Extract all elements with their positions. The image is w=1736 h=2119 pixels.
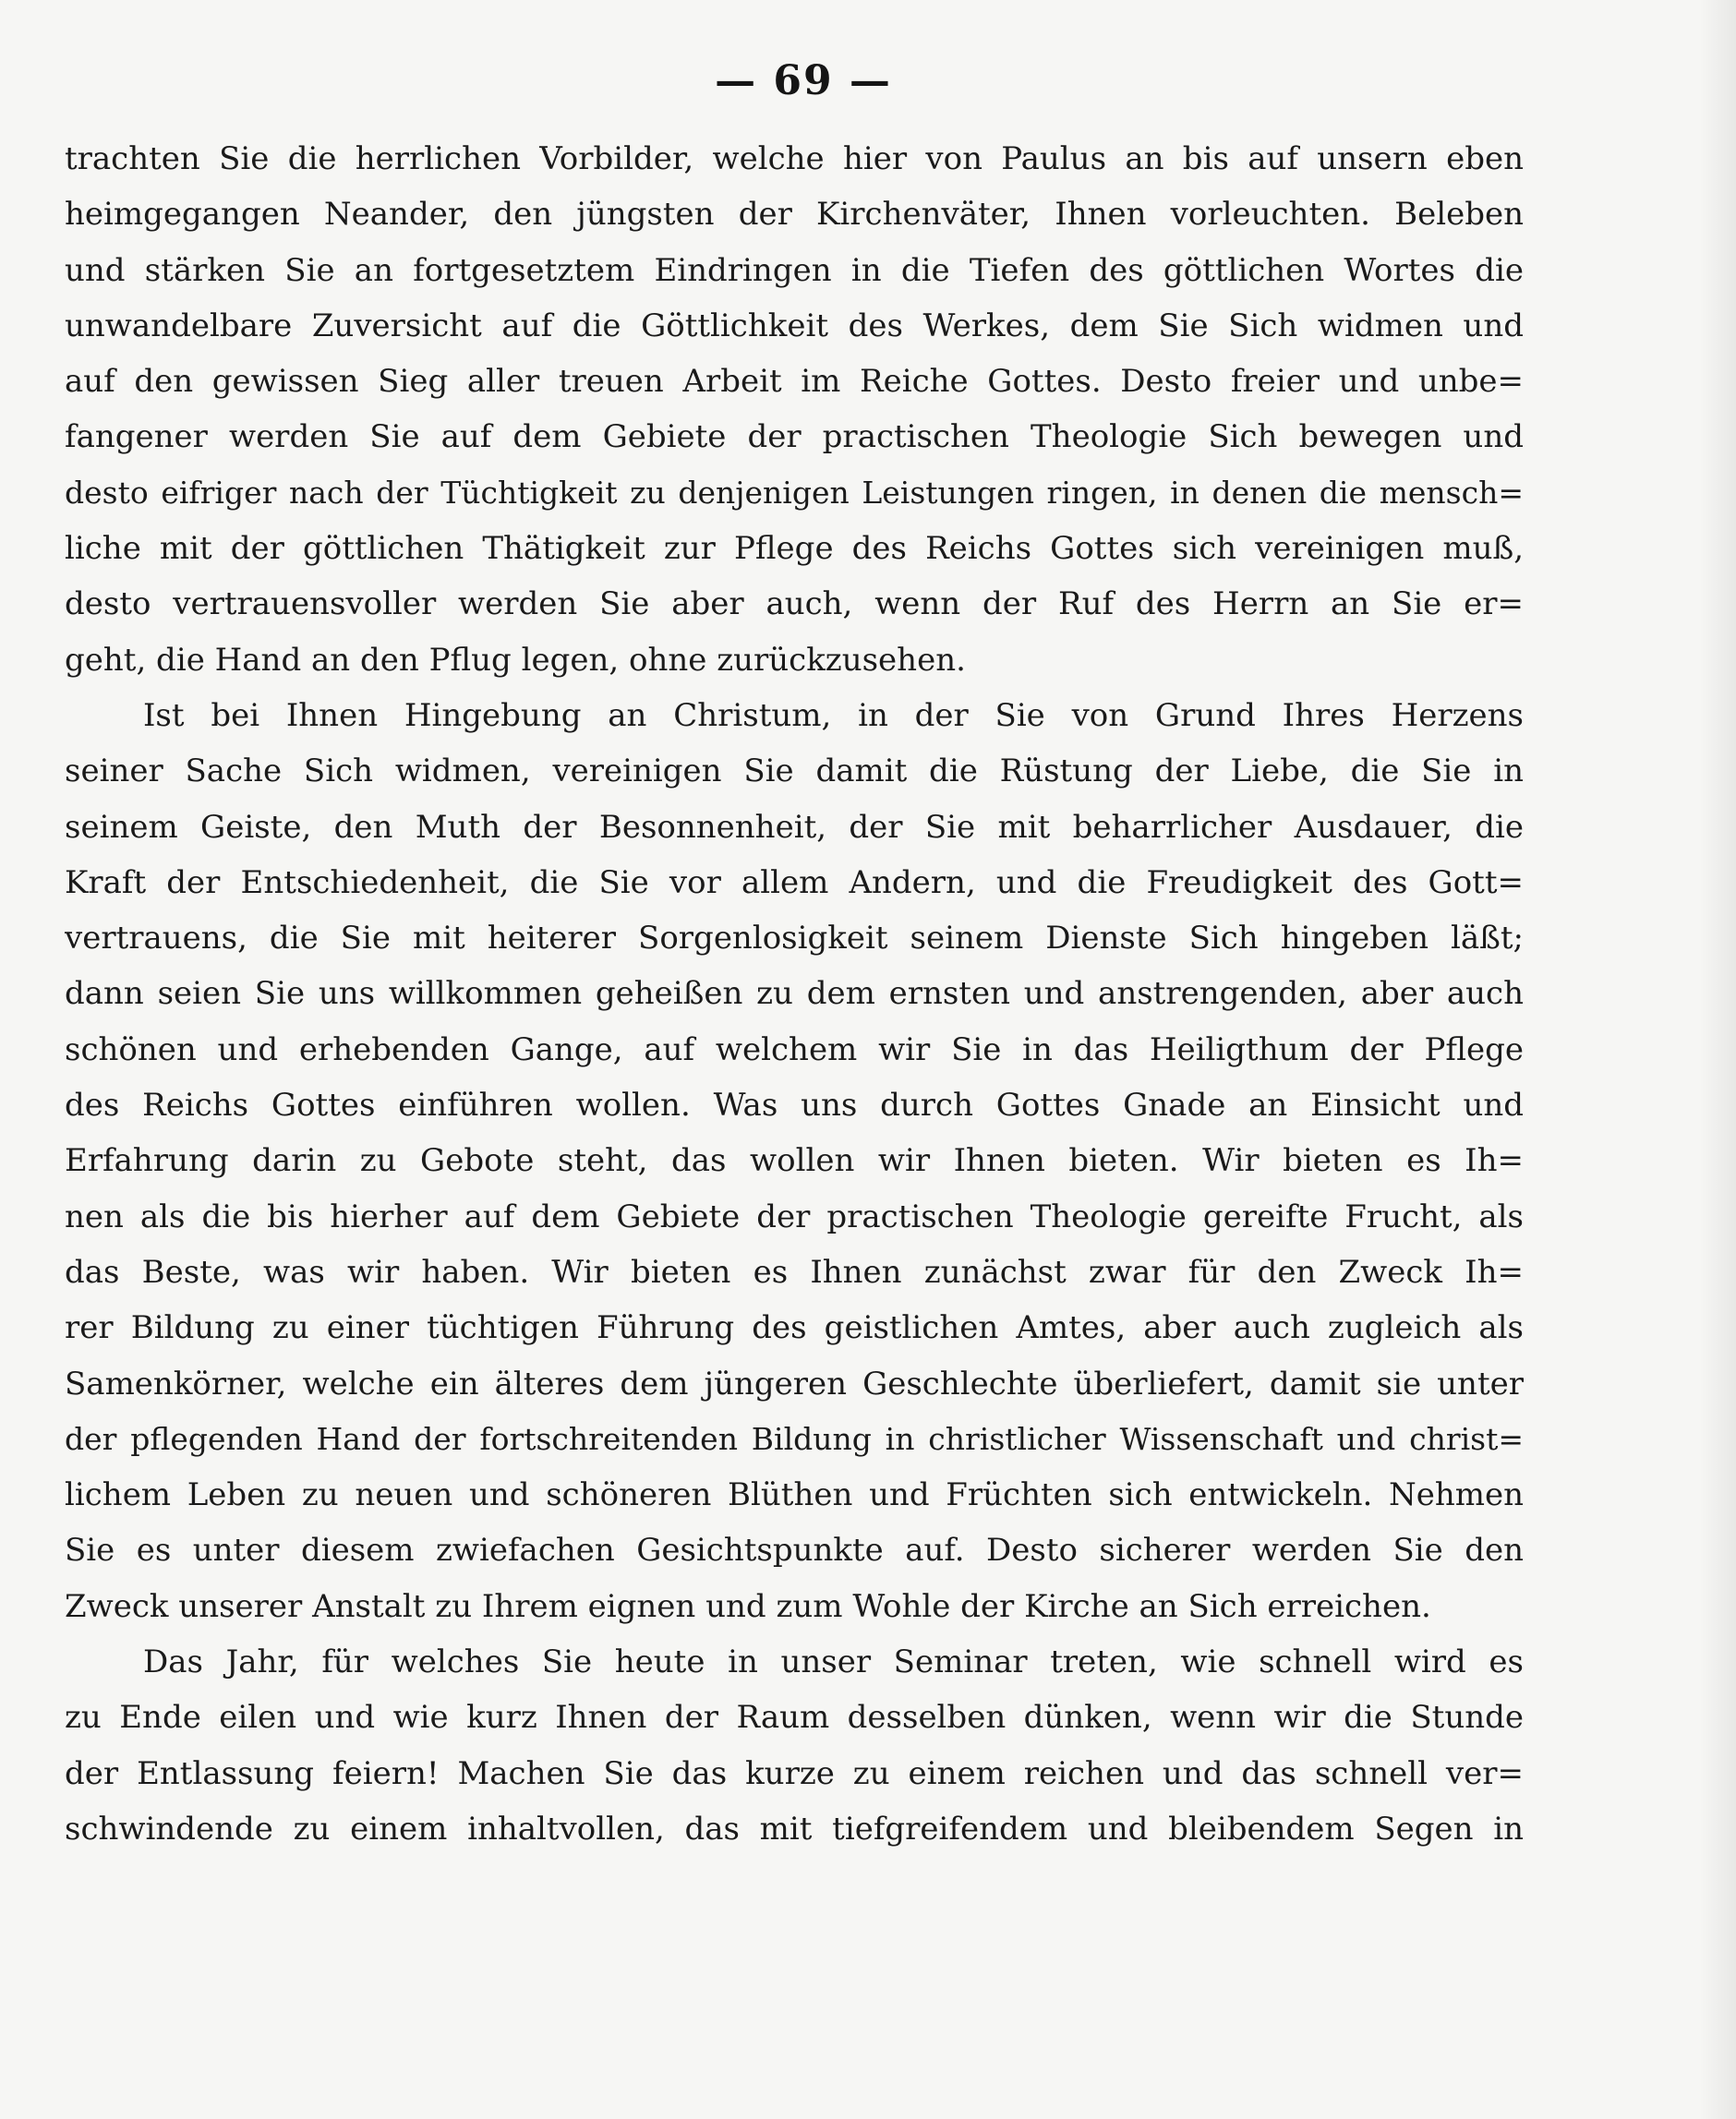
- text-line: desto vertrauensvoller werden Sie aber auch, wenn der Ruf des Herrn an Sie er=: [65, 585, 1524, 623]
- text-line: Kraft der Entschiedenheit, die Sie vor allem Andern, und die Freudigkeit des Gott=: [65, 863, 1524, 901]
- text-line: und stärken Sie an fortgesetztem Eindringen in die Tiefen des göttlichen Wortes die: [65, 251, 1524, 289]
- text-line: Das Jahr, für welches Sie heute in unser Seminar treten, wie schnell wird es: [143, 1643, 1524, 1681]
- text-line: geht, die Hand an den Pflug legen, ohne zurückzusehen.: [65, 641, 966, 679]
- text-line: vertrauens, die Sie mit heiterer Sorgenlosigkeit seinem Dienste Sich hingeben läßt;: [65, 920, 1524, 957]
- text-line: rer Bildung zu einer tüchtigen Führung des geistlichen Amtes, aber auch zugleich als: [65, 1309, 1524, 1347]
- text-line: der Entlassung feiern! Machen Sie das kurze zu einem reichen und das schnell ver=: [65, 1754, 1524, 1792]
- text-line: lichem Leben zu neuen und schöneren Blüthen und Früchten sich entwickeln. Nehmen: [65, 1476, 1524, 1514]
- text-line: liche mit der göttlichen Thätigkeit zur Pflege des Reichs Gottes sich vereinigen muß,: [65, 530, 1524, 568]
- text-line: des Reichs Gottes einführen wollen. Was uns durch Gottes Gnade an Einsicht und: [65, 1087, 1524, 1125]
- text-line: dann seien Sie uns willkommen geheißen zu dem ernsten und anstrengenden, aber auch: [65, 975, 1524, 1013]
- text-line: zu Ende eilen und wie kurz Ihnen der Raum desselben dünken, wenn wir die Stunde: [65, 1699, 1524, 1737]
- text-line: Ist bei Ihnen Hingebung an Christum, in der Sie von Grund Ihres Herzens: [143, 696, 1524, 734]
- text-line: desto eifriger nach der Tüchtigkeit zu denjenigen Leistungen ringen, in denen die mensch=: [65, 474, 1524, 511]
- text-line: nen als die bis hierher auf dem Gebiete der practischen Theologie gereifte Frucht, als: [65, 1198, 1524, 1235]
- text-line: seiner Sache Sich widmen, vereinigen Sie damit die Rüstung der Liebe, die Sie in: [65, 752, 1524, 790]
- text-line: heimgegangen Neander, den jüngsten der Kirchenväter, Ihnen vorleuchten. Beleben: [65, 196, 1524, 234]
- text-line: Zweck unserer Anstalt zu Ihrem eignen und zum Wohle der Kirche an Sich erreichen.: [65, 1587, 1431, 1625]
- body-text: [65, 131, 1524, 1857]
- text-line: Samenkörner, welche ein älteres dem jüngeren Geschlechte überliefert, damit sie unter: [65, 1365, 1524, 1403]
- text-line: unwandelbare Zuversicht auf die Göttlichkeit des Werkes, dem Sie Sich widmen und: [65, 307, 1524, 344]
- page-number: — 69 —: [715, 57, 892, 104]
- text-line: Sie es unter diesem zwiefachen Gesichtspunkte auf. Desto sicherer werden Sie den: [65, 1532, 1524, 1570]
- text-line: das Beste, was wir haben. Wir bieten es Ihnen zunächst zwar für den Zweck Ih=: [65, 1253, 1524, 1291]
- text-line: schönen und erhebenden Gange, auf welchem wir Sie in das Heiligthum der Pflege: [65, 1030, 1524, 1068]
- text-line: auf den gewissen Sieg aller treuen Arbeit im Reiche Gottes. Desto freier und unbe=: [65, 363, 1524, 401]
- text-line: der pflegenden Hand der fortschreitenden Bildung in christlicher Wissenschaft und christ=: [65, 1420, 1524, 1457]
- text-line: Erfahrung darin zu Gebote steht, das wollen wir Ihnen bieten. Wir bieten es Ih=: [65, 1142, 1524, 1180]
- text-line: seinem Geiste, den Muth der Besonnenheit, der Sie mit beharrlicher Ausdauer, die: [65, 808, 1524, 846]
- text-line: fangener werden Sie auf dem Gebiete der practischen Theologie Sich bewegen und: [65, 418, 1524, 456]
- text-line: trachten Sie die herrlichen Vorbilder, welche hier von Paulus an bis auf unsern eben: [65, 140, 1524, 177]
- text-line: schwindende zu einem inhaltvollen, das mit tiefgreifendem und bleibendem Segen in: [65, 1810, 1524, 1848]
